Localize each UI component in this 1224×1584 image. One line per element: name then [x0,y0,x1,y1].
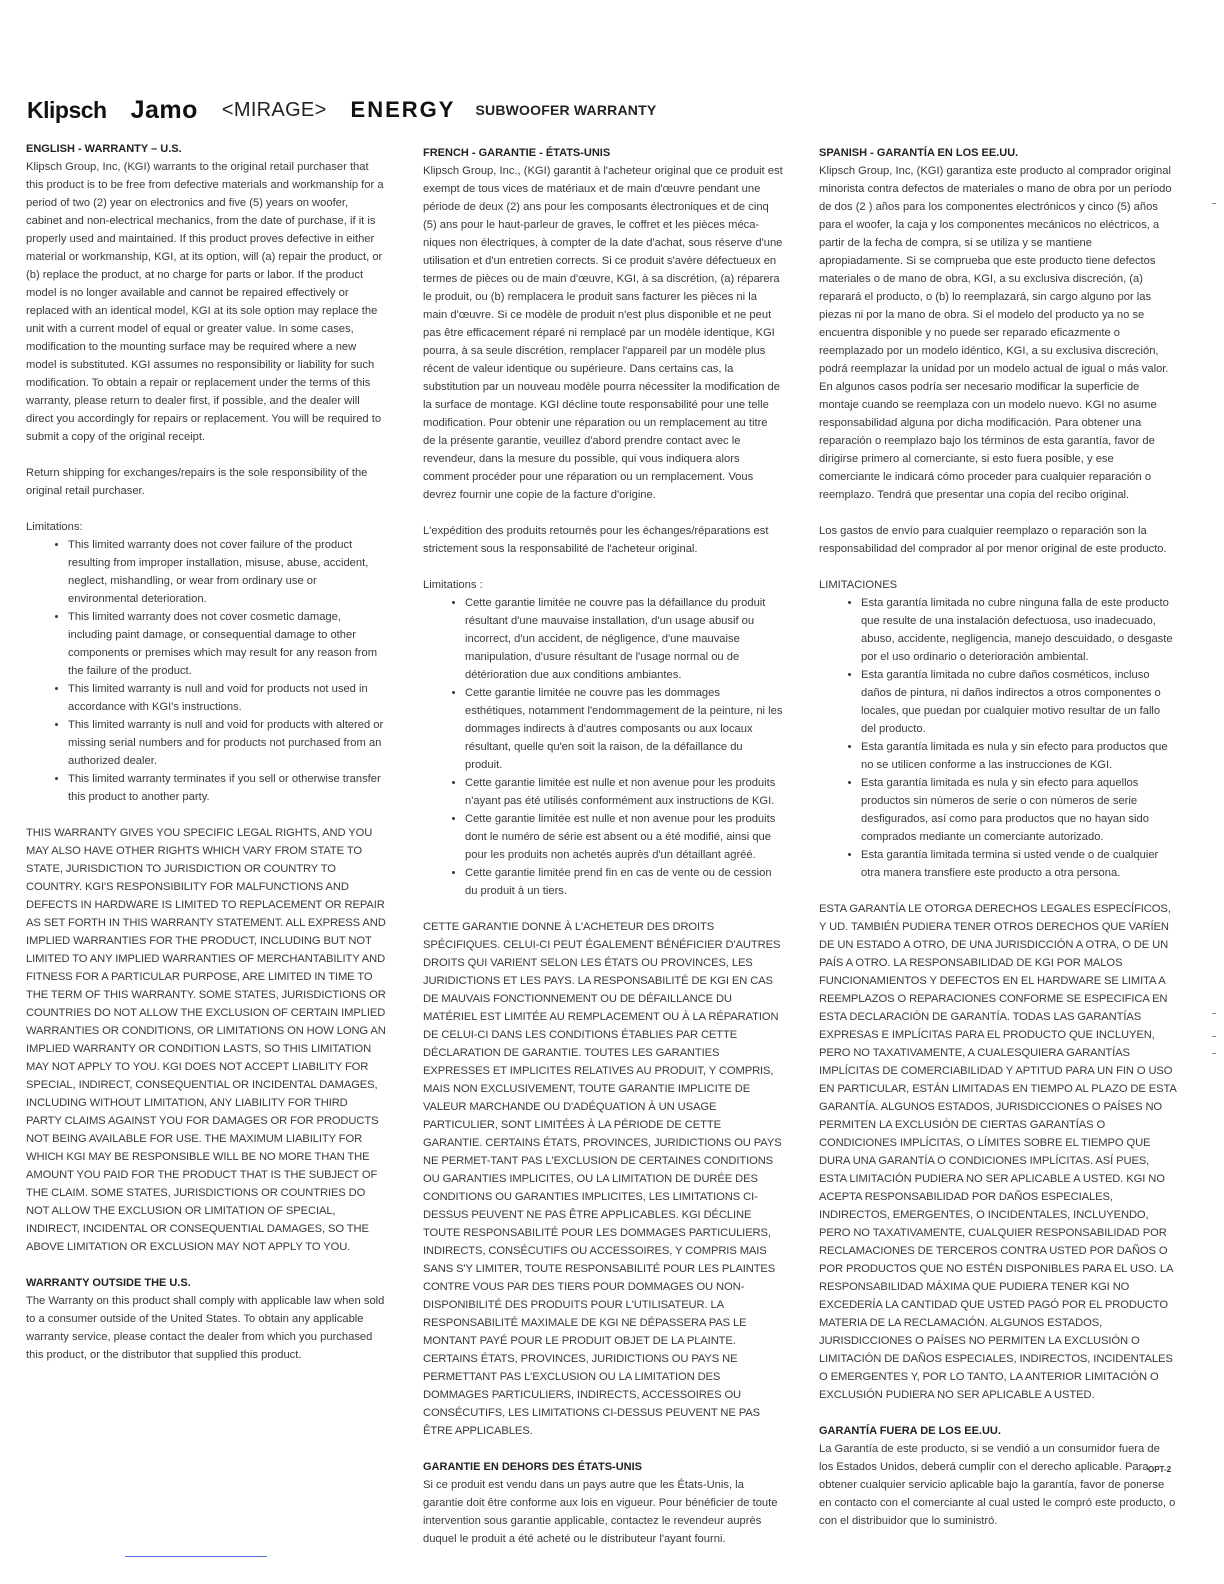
list-item: • Esta garantía limitada es nula y sin efecto para productos que no se utilicen conforme a las instrucciones de KGI. [861,738,1177,774]
edge-mark [1212,1013,1216,1014]
spanish-limitations-label: LIMITACIONES [819,579,898,591]
spanish-column [819,144,1177,1530]
list-item: • Esta garantía limitada no cubre daños cosméticos, incluso daños de pintura, ni daños indirectos a otros componentes o locales, que puedan por cualquier motivo resultar de un fallo del producto. [861,666,1177,738]
english-legal: THIS WARRANTY GIVES YOU SPECIFIC LEGAL RIGHTS, AND YOU MAY ALSO HAVE OTHER RIGHTS WHICH VARY FROM STATE TO STATE, JURISDICTION TO JURISDICTION OR COUNTRY TO COUNTRY. KGI'S RESPONSIBILITY FOR MALFUNCTIONS AND DEFECTS IN HARDWARE IS LIMITED TO REPLACEMENT OR REPAIR AS SET FORTH IN THIS WARRANTY STATEMENT. ALL EXPRESS AND IMPLIED WARRANTIES FOR THE PRODUCT, INCLUDING BUT NOT LIMITED TO ANY IMPLIED WARRANTIES OF MERCHANTABILITY AND FITNESS FOR A PARTICULAR PURPOSE, ARE LIMITED IN TIME TO THE TERM OF THIS WARRANTY. SOME STATES, JURISDICTIONS OR COUNTRIES DO NOT ALLOW THE EXCLUSION OF CERTAIN IMPLIED WARRANTIES OR CONDITIONS, OR LIMITATIONS ON HOW LONG AN IMPLIED WARRANTY OR CONDITION LASTS, SO THIS LIMITATION MAY NOT APPLY TO YOU. KGI DOES NOT ACCEPT LIABILITY FOR SPECIAL, INDIRECT, CONSEQUENTIAL OR INCIDENTAL DAMAGES, INCLUDING WITHOUT LIMITATION, ANY LIABILITY FOR THIRD PARTY CLAIMS AGAINST YOU FOR DAMAGES OR FOR PRODUCTS NOT BEING AVAILABLE FOR USE. THE MAXIMUM LIABILITY FOR WHICH KGI MAY BE RESPONSIBLE WILL BE NO MORE THAN THE AMOUNT YOU PAID FOR THE PRODUCT THAT IS THE SUBJECT OF THE CLAIM. SOME STATES, JURISDICTIONS OR COUNTRIES DO NOT ALLOW THE EXCLUSION OR LIMITATION OF SPECIAL, INDIRECT, INCIDENTAL OR CONSEQUENTIAL DAMAGES, SO THE ABOVE LIMITATION OR EXCLUSION MAY NOT APPLY TO YOU. [26,827,386,1253]
spacer [423,558,783,576]
spanish-shipping: Los gastos de envío para cualquier reemplazo o reparación son la responsabilidad del comprador al por menor original de este producto. [819,525,1167,555]
french-limitations-label: Limitations : [423,579,483,591]
list-item: • This limited warranty is null and void for products not used in accordance with KGI's instructions. [68,680,386,716]
mirage-logo: <MIRAGE> [221,98,327,121]
french-body: Klipsch Group, Inc., (KGI) garantit à l'acheteur original que ce produit est exempt de tous vices de matériaux et de main d'œuvre pendant une période de deux (2) ans pour les composants électroniques et de cinq (5) ans pour le haut-parleur de graves, le coffret et les pièces méca-niques non électriques, à compter de la date d'achat, sous réserve d'une utilisation et d'un entretien corrects. Si ce produit s'avère défectueux en termes de pièces ou de main d'œuvre, KGI, à sa discrétion, (a) réparera le produit, ou (b) remplacera le produit sans facturer les pièces ni la main d'œuvre. Si ce modèle de produit n'est plus disponible et ne peut pas être efficacement réparé ni remplacé par un modèle identique, KGI pourra, à sa seule discrétion, remplacer l'appareil par un modèle plus récent de valeur identique ou supérieure. Dans certains cas, la substitution par un nouveau modèle pourra nécessiter la modification de la surface de montage. KGI décline toute responsabilité pour une telle modification. Pour obtenir une réparation ou un remplacement au titre de la présente garantie, veuillez d'abord prendre contact avec le revendeur, dans la mesure du possible, qui vous indiquera alors comment procéder pour une réparation ou un remplacement. Vous devrez fournir une copie de la facture d'origine. [423,165,783,501]
spacer [423,900,783,918]
footer-rule [125,1556,267,1557]
spanish-body: Klipsch Group, Inc, (KGI) garantiza este producto al comprador original minorista contra defectos de materiales o mano de obra por un período de dos (2 ) años para los componentes electrónicos y cinco (5) años para el woofer, la caja y los componentes mecánicos no eléctricos, a partir de la fecha de compra, si se utiliza y se mantiene apropiadamente. Si se comprueba que este producto tiene defectos materiales o de mano de obra, KGI, a su exclusiva discreción, (a) reparará el producto, o (b) lo reemplazará, sin cargo alguno por las piezas ni por la mano de obra. Si el modelo del producto ya no se encuentra disponible y no puede ser reparado eficazmente o reemplazado por un modelo idéntico, KGI, a su exclusiva discreción, podrá reemplazar la unidad por un modelo actual de igual o más valor. En algunos casos podría ser necesario modificar la superficie de montaje cuando se reemplaza con un modelo nuevo. KGI no asume responsabilidad alguna por dicha modificación. Para obtener una reparación o reemplazo bajo los términos de esta garantía, favor de dirigirse primero al comerciante, si esto fuera posible, y ese comerciante le indicará cómo proceder para cualquier reparación o reemplazo. Tendrá que presentar una copia del recibo original. [819,165,1172,501]
header [27,92,656,128]
french-outside-body: Si ce produit est vendu dans un pays autre que les États-Unis, la garantie doit être conforme aux lois en vigueur. Pour bénéficier de toute intervention sous garantie applicable, contactez le revendeur auprès duquel le produit a été acheté ou le distributeur l'ayant fourni. [423,1479,778,1545]
page-code: OPT-2 [1148,1465,1172,1474]
english-outside-heading: WARRANTY OUTSIDE THE U.S. [26,1277,191,1289]
energy-logo: ENERGY [350,97,456,122]
french-shipping: L'expédition des produits retournés pour les échanges/réparations est strictement sous la responsabilité de l'acheteur original. [423,525,769,555]
klipsch-logo: Klipsch [27,96,107,123]
list-item: • This limited warranty does not cover cosmetic damage, including paint damage, or consequential damage to other components or premises which may result for any reason from the failure of the product. [68,608,386,680]
spanish-heading: SPANISH - GARANTÍA EN LOS EE.UU. [819,147,1019,159]
english-limitations-list [26,536,386,806]
french-column [423,144,783,1548]
spacer [423,1440,783,1458]
list-item: • Cette garantie limitée est nulle et non avenue pour les produits n'ayant pas été utilisés conformément aux instructions de KGI. [465,774,783,810]
list-item: • Cette garantie limitée ne couvre pas la défaillance du produit résultant d'une mauvaise installation, d'un usage abusif ou incorrect, d'un accident, de négligence, d'une mauvaise manipulation, d'usure résultant de l'usage normal ou de détérioration due aux conditions ambiantes. [465,594,783,684]
spacer [26,446,386,464]
list-item: • Esta garantía limitada termina si usted vende o de cualquier otra manera transfiere este producto a otra persona. [861,846,1177,882]
spacer [819,504,1177,522]
english-shipping: Return shipping for exchanges/repairs is the sole responsibility of the original retail purchaser. [26,467,368,497]
spanish-limitations-list [819,594,1177,882]
spacer [26,806,386,824]
french-legal: CETTE GARANTIE DONNE À L'ACHETEUR DES DROITS SPÉCIFIQUES. CELUI-CI PEUT ÉGALEMENT BÉNÉFICIER D'AUTRES DROITS QUI VARIENT SELON LES ÉTATS OU PROVINCES, LES JURIDICTIONS ET LES PAYS. LA RESPONSABILITÉ DE KGI EN CAS DE MAUVAIS FONCTIONNEMENT OU DE DÉFAILLANCE DU MATÉRIEL EST LIMITÉE AU REMPLACEMENT OU À LA RÉPARATION DE CELUI-CI DANS LES CONDITIONS ÉTABLIES PAR CETTE DÉCLARATION DE GARANTIE. TOUTES LES GARANTIES EXPRESSES ET IMPLICITES RELATIVES AU PRODUIT, Y COMPRIS, MAIS NON EXCLUSIVEMENT, TOUTE GARANTIE IMPLICITE DE VALEUR MARCHANDE OU D'ADÉQUATION À UN USAGE PARTICULIER, SONT LIMITÉES À LA PÉRIODE DE CETTE GARANTIE. CERTAINS ÉTATS, PROVINCES, JURIDICTIONS OU PAYS NE PERMET-TANT PAS L'EXCLUSION DE CERTAINES CONDITIONS OU GARANTIES IMPLICITES, OU LA LIMITATION DE DURÉE DES CONDITIONS OU GARANTIES IMPLICITES, LES LIMITATIONS CI-DESSUS PEUVENT NE PAS ÊTRE APPLICABLES. KGI DÉCLINE TOUTE RESPONSABILITÉ POUR LES DOMMAGES PARTICULIERS, INDIRECTS, CONSÉCUTIFS OU ACCESSOIRES, Y COMPRIS MAIS SANS S'Y LIMITER, TOUTE RESPONSABILITÉ POUR LES PLAINTES CONTRE VOUS PAR DES TIERS POUR DOMMAGES OU NON-DISPONIBILITÉ DES PRODUITS POUR L'UTILISATEUR. LA RESPONSABILITÉ MAXIMALE DE KGI NE DÉPASSERA PAS LE MONTANT PAYÉ POUR LE PRODUIT OBJET DE LA PLAINTE. CERTAINS ÉTATS, PROVINCES, JURIDICTIONS OU PAYS NE PERMETTANT PAS L'EXCLUSION OU LA LIMITATION DES DOMMAGES PARTICULIERS, INDIRECTS, ACCESSOIRES OU CONSÉCUTIFS, LES LIMITATIONS CI-DESSUS PEUVENT NE PAS ÊTRE APPLICABLES. [423,921,782,1437]
list-item: • This limited warranty is null and void for products with altered or missing serial numbers and for products not purchased from an authorized dealer. [68,716,386,770]
edge-mark [1212,1053,1216,1054]
list-item: • Esta garantía limitada no cubre ninguna falla de este producto que resulte de una instalación defectuosa, uso inadecuado, abuso, accidente, negligencia, manejo descuidado, o desgaste por el uso ordinario o deterioración ambiental. [861,594,1177,666]
french-limitations-list [423,594,783,900]
english-outside-body: The Warranty on this product shall comply with applicable law when sold to a consumer outside of the United States. To obtain any applicable warranty service, please contact the dealer from which you purchased this product, or the distributor that supplied this product. [26,1295,385,1361]
jamo-logo: Jamo [130,95,198,124]
spacer [819,882,1177,900]
list-item: • Cette garantie limitée ne couvre pas les dommages esthétiques, notamment l'endommagement de la peinture, ni les dommages indirects à d'autres composants ou aux locaux résultant, quelle qu'en soit la raison, de la défaillance du produit. [465,684,783,774]
list-item: • Cette garantie limitée prend fin en cas de vente ou de cession du produit à un tiers. [465,864,783,900]
english-body: Klipsch Group, Inc, (KGI) warrants to the original retail purchaser that this product is to be free from defective materials and workmanship for a period of two (2) year on electronics and five (5) years on woofer, cabinet and non-electrical mechanics, from the date of purchase, if it is properly used and maintained. If this product proves defective in either material or workmanship, KGI, at its option, will (a) repair the product, or (b) replace the product, at no charge for parts or labor. If the product model is no longer available and cannot be repaired effectively or replaced with an identical model, KGI at its sole option may replace the unit with a current model of equal or greater value. In some cases, modification to the mounting surface may be required where a new model is substituted. KGI assumes no responsibility or liability for such modification. To obtain a repair or replacement under the terms of this warranty, please return to dealer first, if possible, and the dealer will direct you accordingly for repairs or replacement. You will be required to submit a copy of the original receipt. [26,161,384,443]
spanish-outside-body: La Garantía de este producto, si se vendió a un consumidor fuera de los Estados Unidos, deberá cumplir con el derecho aplicable. Para obtener cualquier servicio aplicable bajo la garantía, favor de ponerse en contacto con el comerciante al cual usted le compró este producto, o con el distribuidor que lo suministró. [819,1443,1176,1527]
french-heading: FRENCH - GARANTIE - ÉTATS-UNIS [423,147,611,159]
spacer [26,1256,386,1274]
document-title: SUBWOOFER WARRANTY [475,102,657,118]
spacer [423,504,783,522]
list-item: • Cette garantie limitée est nulle et non avenue pour les produits dont le numéro de série est absent ou a été modifié, ainsi que pour les produits non achetés auprès d'un détaillant agréé. [465,810,783,864]
edge-mark [1212,1036,1216,1037]
english-column [26,140,386,1364]
french-outside-heading: GARANTIE EN DEHORS DES ÉTATS-UNIS [423,1461,642,1473]
english-limitations-label: Limitations: [26,521,83,533]
spanish-legal: ESTA GARANTÍA LE OTORGA DERECHOS LEGALES ESPECÍFICOS, Y UD. TAMBIÉN PUDIERA TENER OTROS DERECHOS QUE VARÍEN DE UN ESTADO A OTRO, DE UNA JURISDICCIÓN A OTRA, O DE UN PAÍS A OTRO. LA RESPONSABILIDAD DE KGI POR MALOS FUNCIONAMIENTOS Y DEFECTOS EN EL HARDWARE SE LIMITA A REEMPLAZOS O REPARACIONES CONFORME SE ESPECIFICA EN ESTA DECLARACIÓN DE GARANTÍA. TODAS LAS GARANTÍAS EXPRESAS E IMPLÍCITAS PARA EL PRODUCTO QUE INCLUYEN, PERO NO TAXATIVAMENTE, A CUALESQUIERA GARANTÍAS IMPLÍCITAS DE COMERCIABILIDAD Y APTITUD PARA UN FIN O USO EN PARTICULAR, ESTÁN LIMITADAS EN TIEMPO AL PLAZO DE ESTA GARANTÍA. ALGUNOS ESTADOS, JURISDICCIONES O PAÍSES NO PERMITEN LA EXCLUSIÓN DE CIERTAS GARANTÍAS O CONDICIONES IMPLÍCITAS, O LÍMITES SOBRE EL TIEMPO QUE DURA UNA GARANTÍA O CONDICIONES IMPLÍCITAS. ASÍ PUES, ESTA LIMITACIÓN PUDIERA NO SER APLICABLE A USTED. KGI NO ACEPTA RESPONSABILIDAD POR DAÑOS ESPECIALES, INDIRECTOS, EMERGENTES, O INCIDENTALES, INCLUYENDO, PERO NO TAXATIVAMENTE, CUALQUIER RESPONSABILIDAD POR RECLAMACIONES DE TERCEROS CONTRA USTED POR DAÑOS O POR PRODUCTOS QUE NO ESTÉN DISPONIBLES PARA EL USO. LA RESPONSABILIDAD MÁXIMA QUE PUDIERA TENER KGI NO EXCEDERÍA LA CANTIDAD QUE USTED PAGÓ POR EL PRODUCTO MATERIA DE LA RECLAMACIÓN. ALGUNOS ESTADOS, JURISDICCIONES O PAÍSES NO PERMITEN LA EXCLUSIÓN O LIMITACIÓN DE DAÑOS ESPECIALES, INDIRECTOS, INCIDENTALES O EMERGENTES Y, POR LO TANTO, LA ANTERIOR LIMITACIÓN O EXCLUSIÓN PUDIERA NO SER APLICABLE A USTED. [819,903,1177,1401]
list-item: • This limited warranty terminates if you sell or otherwise transfer this product to another party. [68,770,386,806]
spacer [819,558,1177,576]
list-item: • Esta garantía limitada es nula y sin efecto para aquellos productos sin números de serie o con números de serie desfigurados, así como para productos que no hayan sido comprados mediante un comerciante autorizado. [861,774,1177,846]
list-item: • This limited warranty does not cover failure of the product resulting from improper installation, misuse, abuse, accident, neglect, mishandling, or wear from ordinary use or environmental deterioration. [68,536,386,608]
edge-mark [1212,203,1216,204]
english-heading: ENGLISH - WARRANTY – U.S. [26,143,182,155]
spanish-outside-heading: GARANTÍA FUERA DE LOS EE.UU. [819,1425,1001,1437]
spacer [26,500,386,518]
spacer [819,1404,1177,1422]
